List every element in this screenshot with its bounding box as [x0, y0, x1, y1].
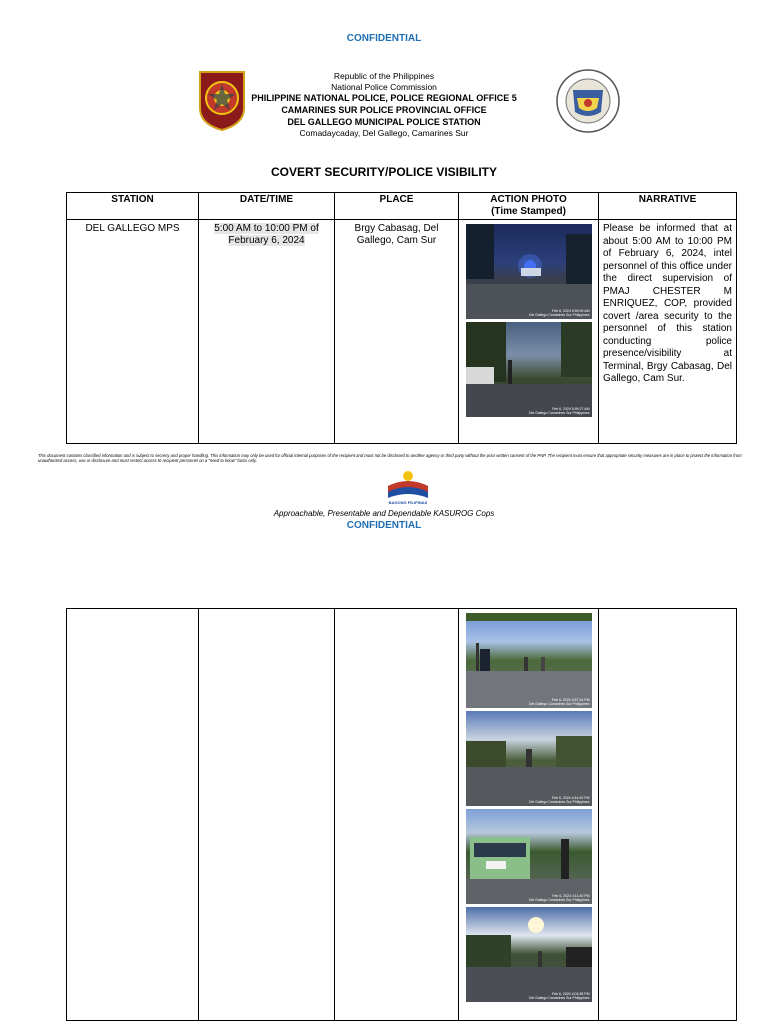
table-header-row — [67, 193, 737, 220]
confidentiality-disclaimer: This document contains classified information and is subject to secrecy and proper handling. This information may only be used for official internal purposes of the recipient and must not be disclosed to another agency or third party without the prior written consent of the PNP. The recipient must ensure that appropriate security measures are in place to protect the information from unauthorized access, use or disclosure and must restrict access to recipient personnel on a "need to know" basis only. — [38, 453, 742, 463]
cell-place: Brgy Cabasag, Del Gallego, Cam Sur — [335, 220, 459, 444]
photo-timestamp: Feb 6, 2024 4:04:38 PM Del Gallego Camarines Sur Philippines — [528, 992, 590, 1000]
action-photo-4 — [466, 711, 592, 806]
action-photo-6 — [466, 907, 592, 1002]
col-header-action-photo: ACTION PHOTO (Time Stamped) — [459, 193, 599, 220]
continuation-table — [66, 608, 737, 1021]
action-photo-1 — [466, 224, 592, 319]
header-napolcom: National Police Commission — [331, 82, 437, 92]
bagong-pilipinas-logo — [384, 468, 432, 506]
cell-narrative: Please be informed that at about 5:00 AM to 10:00 PM of February 6, 2024, intel personnel of this office under the direct supervision of PMAJ CHESTER M ENRIQUEZ, COP, provided covert /area security to the personnel of this station conducting police presence/visibility at Terminal, Brgy Cabasag, Del Gallego, Cam Sur. — [599, 220, 737, 444]
photo-timestamp: Feb 6, 2024 4:11:40 PM Del Gallego Camarines Sur Philippines — [528, 894, 590, 902]
cell-station-empty — [67, 609, 199, 1021]
col-header-narrative: NARRATIVE — [599, 193, 737, 220]
svg-text:BAGONG PILIPINAS: BAGONG PILIPINAS — [388, 500, 428, 505]
header-ppo: CAMARINES SUR POLICE PROVINCIAL OFFICE — [281, 105, 487, 115]
photo-timestamp: Feb 6, 2024 4:44:40 PM Del Gallego Camarines Sur Philippines — [528, 796, 590, 804]
motto-text: Approachable, Presentable and Dependable KASUROG Cops — [273, 509, 495, 518]
datetime-text: 5:00 AM to 10:00 PM of February 6, 2024 — [214, 223, 319, 246]
cell-station: DEL GALLEGO MPS — [67, 220, 199, 444]
photo-timestamp: Feb 6, 2024 5:59:27 AM Del Gallego Camarines Sur Philippines — [528, 407, 590, 415]
confidential-bottom-label: CONFIDENTIAL — [346, 520, 422, 531]
header-pro5: PHILIPPINE NATIONAL POLICE, POLICE REGIONAL OFFICE 5 — [251, 93, 517, 103]
header-address: Comadaycaday, Del Gallego, Camarines Sur — [299, 128, 469, 138]
photo-timestamp: Feb 6, 2024 5:59:49 AM Del Gallego Camarines Sur Philippines — [528, 309, 590, 317]
cell-datetime-empty — [199, 609, 335, 1021]
document-title: COVERT SECURITY/POLICE VISIBILITY — [270, 165, 498, 179]
header-republic: Republic of the Philippines — [333, 71, 435, 81]
cell-action-photo — [459, 609, 599, 1021]
cell-place-empty — [335, 609, 459, 1021]
cell-narrative-empty — [599, 609, 737, 1021]
col-header-station: STATION — [67, 193, 199, 220]
confidential-top-label: CONFIDENTIAL — [346, 33, 422, 44]
col-header-datetime: DATE/TIME — [199, 193, 335, 220]
cell-datetime — [199, 220, 335, 444]
col-header-place: PLACE — [335, 193, 459, 220]
header-mps: DEL GALLEGO MUNICIPAL POLICE STATION — [287, 117, 481, 127]
report-table — [66, 192, 737, 444]
action-photo-3 — [466, 613, 592, 708]
cell-action-photo — [459, 220, 599, 444]
table-row — [67, 220, 737, 444]
photo-timestamp: Feb 6, 2024 4:57:34 PM Del Gallego Camarines Sur Philippines — [528, 698, 590, 706]
table-row — [67, 609, 737, 1021]
action-photo-2 — [466, 322, 592, 417]
action-photo-5 — [466, 809, 592, 904]
